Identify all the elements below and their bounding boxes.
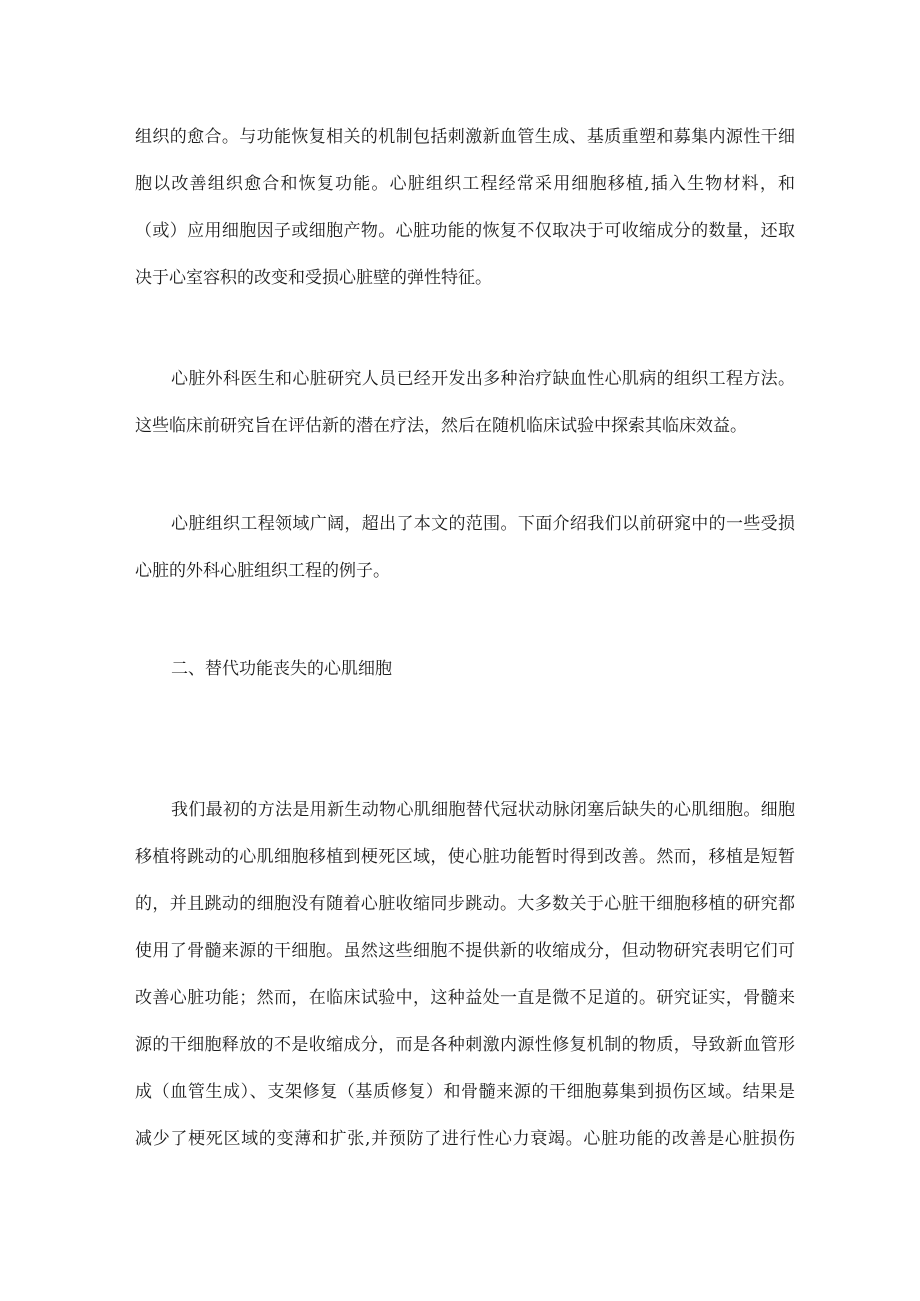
paragraph-3-line-1: 心脏组织工程领域广阔，超出了本文的范围。下面介绍我们以前研窕中的一些受损 <box>171 514 795 534</box>
paragraph-4-line-4: 使用了骨髓来源的干细胞。虽然这些细胞不提供新的收缩成分，但动物研究表明它们可 <box>135 941 795 961</box>
paragraph-4-line-3: 的，并且跳动的细胞没有随着心脏收缩同步跳动。大多数关于心脏干细胞移植的研究都 <box>135 894 795 914</box>
paragraph-4-line-7: 成（血管生成）、支架修复（基质修复）和骨髓来源的干细胞募集到损伤区域。结果是 <box>135 1082 795 1102</box>
paragraph-4-line-5: 改善心脏功能；然而，在临床试验中，这种益处一直是微不足道的。研究证实，骨髓来 <box>135 988 795 1008</box>
paragraph-1-line-1: 组织的愈合。与功能恢复相关的机制包括刺激新血管生成、基质重塑和募集内源性干细 <box>135 127 795 147</box>
paragraph-2-line-2: 这些临床前研究旨在评估新的潜在疗法，然后在随机临床试验中探索其临床效益。 <box>135 416 747 436</box>
paragraph-1-line-3: （或）应用细胞因子或细胞产物。心脏功能的恢复不仅取决于可收缩成分的数量，还取 <box>135 221 795 241</box>
paragraph-3-line-2: 心脏的外科心脏组织工程的例子。 <box>135 561 390 581</box>
paragraph-4-line-8: 减少了梗死区域的变薄和扩张,并预防了进行性心力衰竭。心脏功能的改善是心脏损伤 <box>135 1129 795 1149</box>
section-heading: 二、替代功能丧失的心肌细胞 <box>171 659 392 679</box>
paragraph-4-line-1: 我们最初的方法是用新生动物心肌细胞替代冠状动脉闭塞后缺失的心肌细胞。细胞 <box>171 800 795 820</box>
paragraph-2-line-1: 心脏外科医生和心脏研究人员已经开发出多种治疗缺血性心肌病的组织工程方法。 <box>171 369 795 389</box>
paragraph-4-line-6: 源的干细胞释放的不是收缩成分，而是各种刺激内源性修复机制的物质，导致新血管形 <box>135 1035 795 1055</box>
paragraph-4-line-2: 移植将跳动的心肌细胞移植到梗死区域，使心脏功能暂时得到改善。然而，移植是短暂 <box>135 847 795 867</box>
paragraph-1-line-2: 胞以改善组织愈合和恢复功能。心脏组织工程经常采用细胞移植,插入生物材料，和 <box>135 174 795 194</box>
paragraph-1-line-4: 决于心室容积的改变和受损心脏壁的弹性特征。 <box>135 268 492 288</box>
